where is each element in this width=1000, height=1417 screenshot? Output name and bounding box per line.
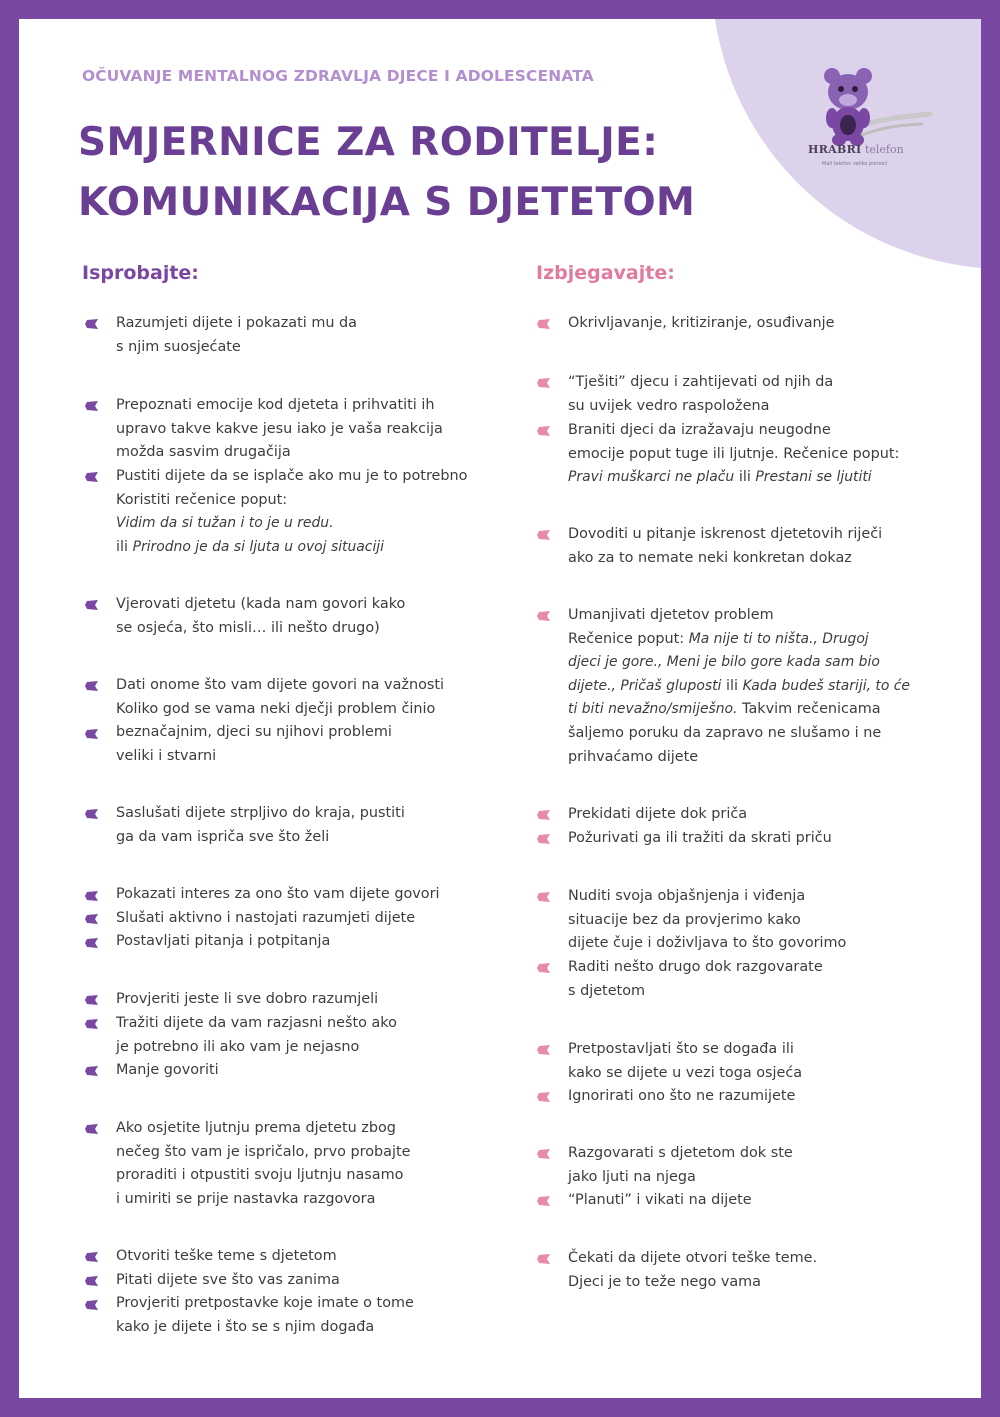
item-text: Saslušati dijete strpljivo do kraja, pustiti <box>116 805 405 821</box>
item-text: Pitati dijete sve što vas zanima <box>116 1272 340 1288</box>
list-item <box>116 312 357 359</box>
list-item <box>568 312 835 336</box>
bullet-icon <box>84 935 100 951</box>
item-text: Prepoznati emocije kod djeteta i prihvatiti ih <box>116 397 435 413</box>
item-example-text: Ma nije ti to ništa., Drugoj <box>688 630 869 647</box>
item-text: Koristiti rečenice poput: <box>116 491 288 508</box>
page-title-line-2: KOMUNIKACIJA S DJETETOM <box>78 180 696 225</box>
list-item <box>116 674 444 721</box>
list-item <box>116 883 440 907</box>
list-item <box>116 802 405 849</box>
list-item <box>116 394 443 465</box>
item-example-text: Pravi muškarci ne plaču <box>568 469 735 486</box>
item-text: Pokazati interes za ono što vam dijete govori <box>116 886 440 902</box>
list-item <box>568 956 823 1003</box>
list-item <box>116 988 378 1012</box>
item-text: Prekidati dijete dok priča <box>568 806 748 822</box>
item-text: i umiriti se prije nastavka razgovora <box>116 1190 376 1207</box>
bullet-icon <box>84 1121 100 1137</box>
bullet-icon <box>84 911 100 927</box>
bullet-icon <box>84 1297 100 1313</box>
item-text: Postavljati pitanja i potpitanja <box>116 933 331 949</box>
item-text: Razgovarati s djetetom dok ste <box>568 1145 793 1161</box>
item-text: Koliko god se vama neki dječji problem činio <box>116 700 436 717</box>
item-text: se osjeća, što misli… ili nešto drugo) <box>116 619 380 636</box>
item-example-text: Prestani se ljutiti <box>755 469 872 486</box>
bullet-icon <box>84 469 100 485</box>
bullet-icon <box>84 678 100 694</box>
bullet-icon <box>84 316 100 332</box>
list-item <box>568 523 882 570</box>
item-text: kako se dijete u vezi toga osjeća <box>568 1064 803 1081</box>
item-text: Braniti djeci da izražavaju neugodne <box>568 422 831 438</box>
item-example-text: djeci je gore., Meni je bilo gore kada sam bio <box>568 654 880 671</box>
item-text: Rečenice poput: <box>568 630 689 647</box>
list-item <box>116 1269 340 1293</box>
item-text: prihvaćamo dijete <box>568 748 699 765</box>
list-item <box>568 371 833 418</box>
item-text: Ako osjetite ljutnju prema djetetu zbog <box>116 1120 396 1136</box>
item-example-text: Prirodno je da si ljuta u ovoj situaciji <box>132 538 385 555</box>
item-text: “Tješiti” djecu i zahtijevati od njih da <box>568 374 834 390</box>
bullet-icon <box>536 807 552 823</box>
bullet-icon <box>536 1042 552 1058</box>
list-item <box>116 1117 410 1211</box>
item-text: Nuditi svoja objašnjenja i viđenja <box>568 888 806 904</box>
item-text: ili <box>721 677 743 694</box>
bullet-icon <box>536 1089 552 1105</box>
list-item <box>568 1189 752 1213</box>
item-text: ili <box>734 469 756 486</box>
list-item <box>116 1292 414 1339</box>
list-item <box>116 907 415 931</box>
logo-tagline: Mali telefon velike pomoći <box>822 161 888 167</box>
item-example-text: dijete., Pričaš gluposti <box>568 677 722 694</box>
item-text: je potrebno ili ako vam je nejasno <box>116 1038 360 1055</box>
bullet-icon <box>536 1193 552 1209</box>
bullet-icon <box>536 608 552 624</box>
supertitle: OČUVANJE MENTALNOG ZDRAVLJA DJECE I ADOLESCENATA <box>82 67 594 85</box>
item-text: veliki i stvarni <box>116 747 217 764</box>
item-text: nečeg što vam je ispričalo, prvo probajte <box>116 1143 411 1160</box>
bullet-icon <box>84 888 100 904</box>
bullet-icon <box>536 423 552 439</box>
bullet-icon <box>536 375 552 391</box>
item-text: Dati onome što vam dijete govori na važnosti <box>116 677 445 693</box>
item-text: Djeci je to teže nego vama <box>568 1273 762 1290</box>
bullet-icon <box>84 1249 100 1265</box>
item-text: ili <box>116 538 133 555</box>
item-text: ako za to nemate neki konkretan dokaz <box>568 549 852 566</box>
item-text: Umanjivati djetetov problem <box>568 607 774 623</box>
item-text: možda sasvim drugačija <box>116 444 291 461</box>
item-example-text: ti biti nevažno/smiješno. <box>568 701 738 718</box>
list-item <box>568 885 846 956</box>
item-text: Otvoriti teške teme s djetetom <box>116 1248 337 1264</box>
bullet-icon <box>84 1016 100 1032</box>
item-text: Pustiti dijete da se isplače ako mu je to potrebno <box>116 468 468 484</box>
item-text: Tražiti dijete da vam razjasni nešto ako <box>116 1015 397 1031</box>
try-heading: Isprobajte: <box>82 262 199 284</box>
logo-name <box>808 143 938 156</box>
item-text: Provjeriti jeste li sve dobro razumjeli <box>116 991 379 1007</box>
list-item <box>116 930 330 954</box>
item-text: Ignorirati ono što ne razumijete <box>568 1088 796 1104</box>
item-text: upravo takve kakve jesu iako je vaša reakcija <box>116 420 443 437</box>
bullet-icon <box>536 316 552 332</box>
item-text: Slušati aktivno i nastojati razumjeti dijete <box>116 910 416 926</box>
list-item <box>116 465 467 559</box>
item-text: jako ljuti na njega <box>568 1168 696 1185</box>
item-text: s njim suosjećate <box>116 338 241 355</box>
item-text: Takvim rečenicama <box>737 701 881 718</box>
item-example-text: Kada budeš stariji, to će <box>742 677 910 694</box>
bullet-icon <box>84 1063 100 1079</box>
bullet-icon <box>84 597 100 613</box>
logo-name-bold: HRABRI <box>808 143 862 156</box>
bullet-icon <box>84 806 100 822</box>
list-item <box>568 419 899 490</box>
item-text: Požurivati ga ili tražiti da skrati priču <box>568 830 832 846</box>
bullet-icon <box>84 1273 100 1289</box>
item-text: s djetetom <box>568 982 646 999</box>
list-item <box>568 1142 793 1189</box>
bullet-icon <box>84 726 100 742</box>
bullet-icon <box>536 1146 552 1162</box>
logo-name-suffix: telefon <box>864 143 904 156</box>
item-text: “Planuti” i vikati na dijete <box>568 1192 752 1208</box>
list-item <box>116 1059 219 1083</box>
list-item <box>116 593 405 640</box>
item-text: Provjeriti pretpostavke koje imate o tome <box>116 1295 414 1311</box>
bullet-icon <box>536 889 552 905</box>
item-text: Razumjeti dijete i pokazati mu da <box>116 315 357 331</box>
list-item <box>568 827 832 851</box>
item-text: su uvijek vedro raspoložena <box>568 397 770 414</box>
item-text: proraditi i otpustiti svoju ljutnju nasamo <box>116 1167 404 1184</box>
bullet-icon <box>536 527 552 543</box>
item-text: Manje govoriti <box>116 1062 219 1078</box>
bullet-icon <box>84 398 100 414</box>
item-example-text: Vidim da si tužan i to je u redu. <box>116 515 334 532</box>
list-item <box>568 803 747 827</box>
item-text: šaljemo poruku da zapravo ne slušamo i ne <box>568 724 882 741</box>
list-item <box>568 604 910 769</box>
item-text: Vjerovati djetetu (kada nam govori kako <box>116 596 406 612</box>
item-text: dijete čuje i doživljava to što govorimo <box>568 935 847 952</box>
list-item <box>116 1245 337 1269</box>
bullet-icon <box>536 960 552 976</box>
list-item <box>568 1038 802 1085</box>
bullet-icon <box>536 1251 552 1267</box>
bullet-icon <box>84 992 100 1008</box>
page-title-line-1: SMJERNICE ZA RODITELJE: <box>78 120 659 165</box>
item-text: beznačajnim, djeci su njihovi problemi <box>116 724 392 740</box>
item-text: Raditi nešto drugo dok razgovarate <box>568 959 823 975</box>
item-text: Čekati da dijete otvori teške teme. <box>568 1250 818 1266</box>
list-item <box>568 1247 817 1294</box>
list-item <box>568 1085 795 1109</box>
list-item <box>116 721 392 768</box>
item-text: kako je dijete i što se s njim događa <box>116 1318 375 1335</box>
item-text: emocije poput tuge ili ljutnje. Rečenice poput: <box>568 445 900 462</box>
item-text: Pretpostavljati što se događa ili <box>568 1041 794 1057</box>
list-item <box>116 1012 397 1059</box>
item-text: Okrivljavanje, kritiziranje, osuđivanje <box>568 315 835 331</box>
item-text: ga da vam ispriča sve što želi <box>116 828 330 845</box>
avoid-heading: Izbjegavajte: <box>536 262 675 284</box>
bullet-icon <box>536 831 552 847</box>
item-text: Dovoditi u pitanje iskrenost djetetovih riječi <box>568 526 883 542</box>
item-text: situacije bez da provjerimo kako <box>568 911 801 928</box>
